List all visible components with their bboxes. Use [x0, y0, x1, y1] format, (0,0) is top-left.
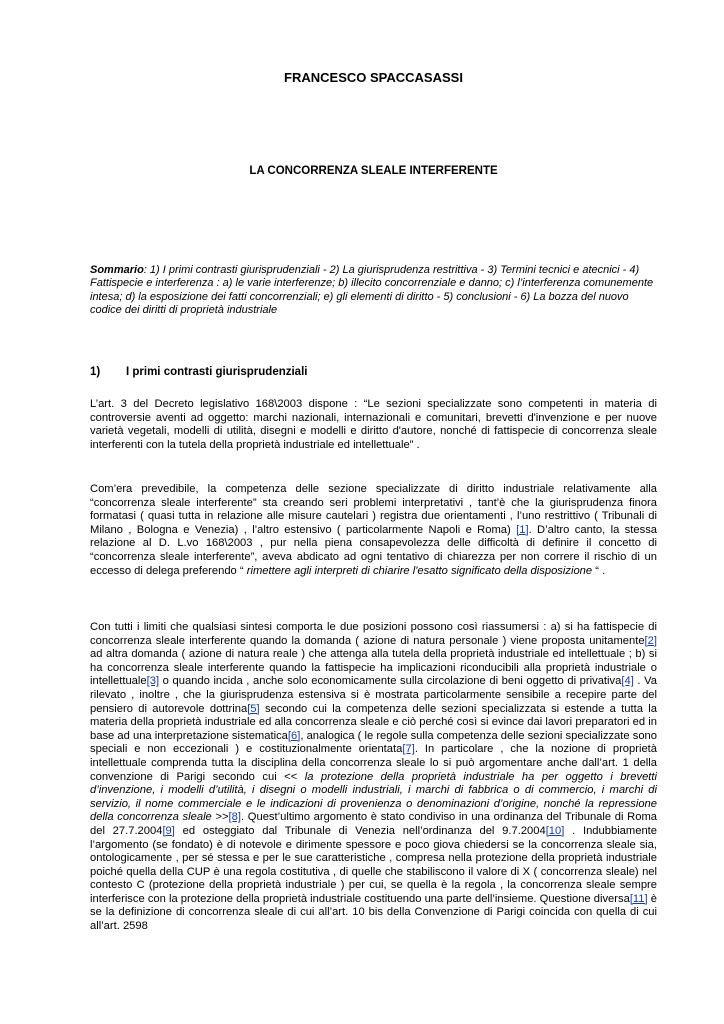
italic-quote: rimettere agli interpreti di chiarire l'esatto significato della disposizione — [246, 564, 593, 577]
paragraph-text: Con tutti i limiti che qualsiasi sintesi comporta le due posizioni possono così riassumersi : a) si ha fattispecie di concorrenza sleale interferente quando la domanda ( azione di natura personale ) viene proposta unitamente — [90, 621, 657, 647]
footnote-link-7[interactable]: [7] — [402, 743, 415, 756]
italic-quote: la protezione della proprietà industriale ha per oggetto i brevetti d’invenzione, i modelli d’utilità, i disegni o modelli industriali, i marchi di fabbrica o di commercio, i marchi di servizio, il nome commerciale e le indicazioni di provenienza o denominazioni d’origine, nonché la repressione della concorrenza sleale — [90, 770, 657, 824]
paragraph-text: . In particolare , che la nozione di proprietà intellettuale comprenda tutta la disciplina della concorrenza sleale lo si può argomentare anche dall’art. 1 della convenzione di Parigi secondo cui << — [90, 743, 657, 783]
document-title: LA CONCORRENZA SLEALE INTERFERENTE — [249, 165, 498, 177]
paragraph-text: >> — [211, 811, 229, 824]
paragraph-text: . Indubbiamente l’argomento (se fondato) è di notevole e dirimente spessore e poco giova chiedersi se la concorrenza sleale sia, ontologicamente , per sé stessa e per le sue caratteristiche , compresa nella protezione della proprietà industriale poiché quella della CUP è una regola costitutiva , di quelle che stabiliscono il valore di X ( concorrenza sleale) nel contesto C (protezione della proprietà industriale ) per cui, se quella è la regola , la concorrenza sleale sempre interferisce con la protezione della proprietà industriale costituendo una parte dell’insieme. Questione diversa — [90, 824, 657, 905]
section-title: I primi contrasti giurisprudenziali — [126, 366, 308, 378]
footnote-link-6[interactable]: [6] — [287, 729, 301, 742]
paragraph-text: . Va rilevato , inoltre , che la giurisprudenza estensiva si è mostrata particolarmente sensibile a recepire parte del pensiero di autorevole dottrina — [90, 675, 657, 715]
summary-label: Sommario — [90, 264, 144, 276]
paragraph-text: , analogica ( le regole sulla competenza delle sezioni specializzate sono speciali e non eccezionali ) e costituzionalmente orientata — [90, 729, 657, 756]
footnote-link-9[interactable]: [9] — [162, 824, 175, 837]
paragraph-text: “ . — [592, 564, 606, 577]
footnote-link-11[interactable]: [11] — [629, 892, 648, 905]
paragraph-text: . Quest’ultimo argomento è stato condiviso in una ordinanza del Tribunale di Roma del 27.7.2004 — [90, 811, 657, 837]
paragraph-text: o quando incida , anche solo economicamente sulla circolazione di beni oggetto di privativa — [159, 675, 622, 688]
paragraph-text: è se la definizione di concorrenza sleale di cui all’art. 10 bis della Convenzione di Parigi coincida con quella di cui all’art. 2598 — [90, 892, 657, 933]
paragraph-2 — [90, 483, 657, 578]
footnote-link-3[interactable]: [3] — [146, 675, 160, 688]
paragraph-text: ad altra domanda ( azione di natura reale ) che attenga alla tutela della proprietà industriale ed intellettuale ; b) si ha concorrenza sleale interferente quando la fattispecie ha implicazioni riconducibili alla proprietà industriale o intellettuale — [90, 648, 657, 688]
paragraph-3 — [90, 621, 657, 934]
paragraph-1: L’art. 3 del Decreto legislativo 168\2003 dispone : “Le sezioni specializzate sono competenti in materia di controversie aventi ad oggetto: marchi nazionali, internazionali e comunitari, brevetti d'invenzione e per nuove varietà vegetali, modelli di utilità, disegni e modelli e diritto d'autore, nonché di fattispecie di concorrenza sleale interferenti con la tutela della proprietà industriale ed intellettuale” . — [90, 398, 657, 451]
author-name: FRANCESCO SPACCASASSI — [284, 70, 463, 85]
footnote-link-5[interactable]: [5] — [247, 702, 260, 715]
paragraph-text: Com’era prevedibile, la competenza delle sezione specializzate di diritto industriale relativamente alla “concorrenza sleale interferente” sta creando seri problemi interpretativi , tant’è che la giurisprudenza finora formatasi ( quasi tutta in relazione alle misure cautelari ) registra due orientamenti , l’uno restrittivo ( Tribunali di Milano , Bologna e Venezia) , l’altro estensivo ( particolarmente Napoli e Roma) — [90, 483, 657, 536]
summary-text: : 1) I primi contrasti giurisprudenziali - 2) La giurisprudenza restrittiva - 3) Termini tecnici e atecnici - 4) Fattispecie e interferenza : a) le varie interferenze; b) illecito concorrenziale e danno; c) l’interferenza comunemente intesa; d) la esposizione dei fatti concorrenziali; e) gli elementi di diritto - 5) conclusioni - 6) La bozza del nuovo codice dei diritti di proprietà industriale — [90, 264, 654, 316]
section-heading — [90, 366, 657, 378]
footnote-link-10[interactable]: [10] — [545, 824, 565, 837]
footnote-link-8[interactable]: [8] — [228, 811, 241, 824]
footnote-link-1[interactable]: [1] — [516, 523, 529, 536]
paragraph-text: ed osteggiato dal Tribunale di Venezia nell’ordinanza del 9.7.2004 — [174, 824, 546, 837]
footnote-link-4[interactable]: [4] — [621, 675, 634, 688]
paragraph-text: . D’altro canto, la stessa relazione al D. L.vo 168\2003 , pur nella piena consapevolezza delle difficoltà di definire il concetto di “concorrenza sleale interferente”, aveva abdicato ad ogni tentativo di chiarezza per non correre il rischio di un eccesso di delega preferendo “ — [90, 523, 658, 577]
section-number: 1) — [90, 366, 101, 378]
footnote-link-2[interactable]: [2] — [644, 634, 657, 647]
paragraph-text: secondo cui la competenza delle sezioni specializzata si estende a tutta la materia della proprietà industriale ed alla concorrenza sleale e ciò perché così si evince dai lavori preparatori ed in base ad una interpretazione sistematica — [90, 702, 657, 742]
summary — [90, 264, 657, 317]
